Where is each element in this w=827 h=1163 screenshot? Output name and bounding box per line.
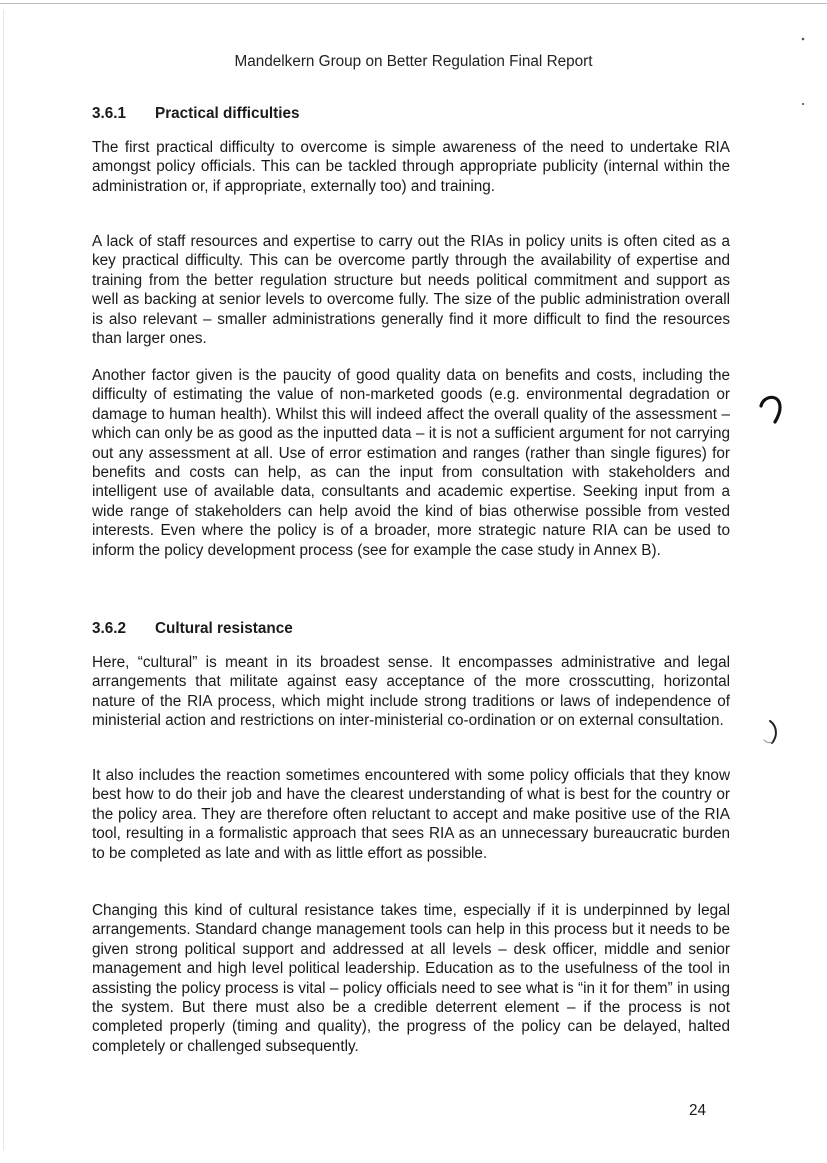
paragraph: A lack of staff resources and expertise to carry out the RIAs in policy units is often cited as a key practical difficulty. This can be overcome partly through the availability of expertise and training from the better regulation structure but needs political commitment and support as well as backing at senior levels to overcome fully. The size of the public administration overall is also relevant – smaller administrations generally find it more difficult to find the resources than larger ones. xyxy=(92,233,730,348)
binder-hole-mark xyxy=(760,718,786,746)
section-heading-cultural-resistance xyxy=(92,619,293,639)
running-header: Mandelkern Group on Better Regulation Final Report xyxy=(234,53,593,70)
page-left-edge xyxy=(3,10,4,1150)
page-number: 24 xyxy=(689,1102,707,1119)
paragraph: Changing this kind of cultural resistance takes time, especially if it is underpinned by legal arrangements. Standard change management tools can help in this process but it needs to be given strong political support and addressed at all levels – desk officer, middle and senior management and high level political leadership. Education as to the usefulness of the tool in assisting the policy process is vital – policy officials need to see what is “in it for them” in using the system. But there must also be a credible deterrent element – if the process is not completed properly (timing and quality), the progress of the policy can be delayed, halted completely or challenged subsequently. xyxy=(92,902,730,1055)
section-title: Practical difficulties xyxy=(155,105,300,122)
speck-mark xyxy=(800,101,806,107)
section-heading-practical-difficulties xyxy=(92,104,300,124)
paragraph: Here, “cultural” is meant in its broadest sense. It encompasses administrative and legal arrangements that militate against easy acceptance of the more crosscutting, horizontal nature of the RIA process, which might include strong traditions or laws of independence of ministerial action and restrictions on inter-ministerial co-ordination or on external consultation. xyxy=(92,654,730,730)
paragraph: The first practical difficulty to overcome is simple awareness of the need to undertake RIA amongst policy officials. This can be tackled through appropriate publicity (internal within the administration or, if appropriate, externally too) and training. xyxy=(92,139,730,195)
speck-mark xyxy=(800,36,806,42)
section-title: Cultural resistance xyxy=(155,620,293,637)
binder-hole-mark xyxy=(758,393,784,425)
section-number: 3.6.2 xyxy=(92,620,127,637)
top-border-line xyxy=(0,3,827,4)
paragraph: Another factor given is the paucity of good quality data on benefits and costs, including the difficulty of estimating the value of non-marketed goods (e.g. environmental degradation or damage to human health). Whilst this will indeed affect the overall quality of the assessment – which can only be as good as the inputted data – it is not a sufficient argument for not carrying out any assessment at all. Use of error estimation and ranges (rather than single figures) for benefits and costs can help, as can the input from consultation with stakeholders and intelligent use of available data, consultants and academic expertise. Seeking input from a wide range of stakeholders can help avoid the kind of bias otherwise possible from vested interests. Even where the policy is of a broader, more strategic nature RIA can be used to inform the policy development process (see for example the case study in Annex B). xyxy=(92,367,730,559)
paragraph: It also includes the reaction sometimes encountered with some policy officials that they know best how to do their job and have the clearest understanding of what is best for the country or the policy area. They are therefore often reluctant to accept and make positive use of the RIA tool, resulting in a formalistic approach that sees RIA as an unnecessary bureaucratic burden to be completed as late and with as little effort as possible. xyxy=(92,767,730,862)
section-number: 3.6.1 xyxy=(92,105,127,122)
